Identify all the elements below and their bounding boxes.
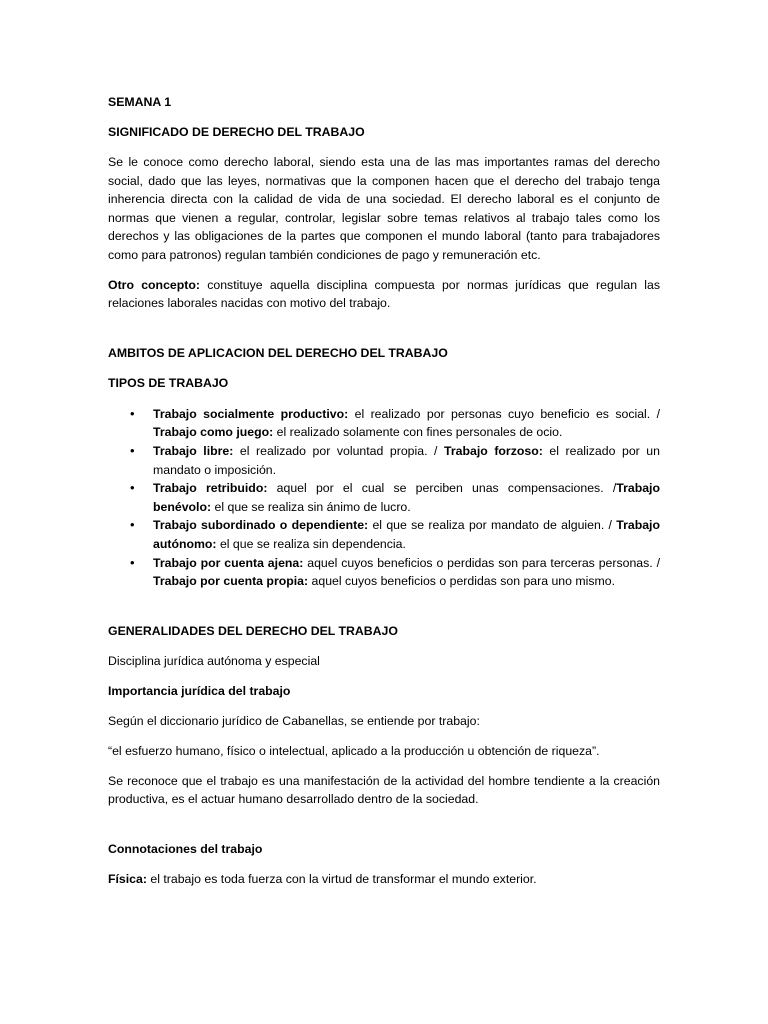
bullet-icon: • [130,442,135,458]
recognition-paragraph: Se reconoce que el trabajo es una manifestación de la actividad del hombre tendiente a la creación productiva, es el actuar humano desarrollado dentro de la sociedad. [108,773,660,807]
physical-line [108,870,660,889]
list-item [108,479,660,516]
week-heading: SEMANA 1 [108,95,172,109]
work-type-text: aquel cuyos beneficios o perdidas son para terceras personas. / [303,555,660,570]
generalities-heading: GENERALIDADES DEL DERECHO DEL TRABAJO [108,623,398,638]
bullet-icon: • [130,554,135,570]
scope-heading: AMBITOS DE APLICACION DEL DERECHO DEL TRABAJO [108,345,448,360]
work-type-text: el realizado por personas cuyo beneficio es social. / [348,406,660,421]
importance-heading: Importancia jurídica del trabajo [108,683,291,698]
work-type-label: Trabajo retribuido: [153,481,268,496]
meaning-heading: SIGNIFICADO DE DERECHO DEL TRABAJO [108,125,365,139]
list-item [108,405,660,442]
work-type-text: aquel por el cual se perciben unas compensaciones. / [267,481,617,496]
bullet-icon: • [130,405,135,421]
bullet-icon: • [130,480,135,496]
work-type-label: Trabajo forzoso: [444,443,543,458]
work-type-text: el realizado por voluntad propia. / [233,443,445,458]
work-type-label: Trabajo socialmente productivo: [153,406,349,421]
work-type-text: el que se realiza sin ánimo de lucro. [211,499,411,514]
work-type-text: el que se realiza por mandato de alguien. / [368,518,617,533]
bullet-icon: • [130,517,135,533]
work-type-label: Trabajo autónomo: [153,518,660,551]
physical-text: el trabajo es toda fuerza con la virtud de transformar el mundo exterior. [146,871,537,886]
work-type-label: Trabajo subordinado o dependiente: [153,518,369,533]
work-type-label: Trabajo como juego: [153,425,274,440]
work-type-label: Trabajo benévolo: [153,481,660,514]
other-concept-text: constituye aquella disciplina compuesta por normas jurídicas que regulan las relaciones laborales nacidas con motivo del trabajo. [108,277,660,311]
intro-paragraph: Se le conoce como derecho laboral, siendo esta una de las mas importantes ramas del derecho social, dado que las leyes, normativas que la componen hacen que el derecho del trabajo tenga inherencia directa con la calidad de vida de una sociedad. El derecho laboral es el conjunto de normas que vienen a regular, controlar, legislar sobre temas relativos al trabajo tales como los derechos y las obligaciones de la partes que componen el mundo laboral (tanto para trabajadores como para patronos) regulan también condiciones de pago y remuneración etc. [108,155,660,262]
cabanellas-line: Según el diccionario jurídico de Cabanellas, se entiende por trabajo: [108,713,480,728]
discipline-line: Disciplina jurídica autónoma y especial [108,653,320,668]
physical-label: Física: [108,871,147,886]
connotations-heading: Connotaciones del trabajo [108,841,263,856]
other-concept-label: Otro concepto: [108,277,200,292]
work-type-label: Trabajo por cuenta propia: [153,574,309,589]
work-type-text: el realizado solamente con fines personales de ocio. [273,425,563,440]
types-heading: TIPOS DE TRABAJO [108,375,229,390]
list-item [108,442,660,479]
work-type-label: Trabajo libre: [153,443,234,458]
work-type-text: el que se realiza sin dependencia. [216,536,406,551]
work-type-text: aquel cuyos beneficios o perdidas son para uno mismo. [308,574,616,589]
work-type-text: el realizado por un mandato o imposición. [153,443,660,477]
work-types-list [108,405,660,591]
list-item [108,516,660,553]
work-type-label: Trabajo por cuenta ajena: [153,555,304,570]
list-item [108,554,660,591]
other-concept-paragraph [108,276,660,313]
quote-line: “el esfuerzo humano, físico o intelectual, aplicado a la producción u obtención de riqueza”. [108,743,600,758]
